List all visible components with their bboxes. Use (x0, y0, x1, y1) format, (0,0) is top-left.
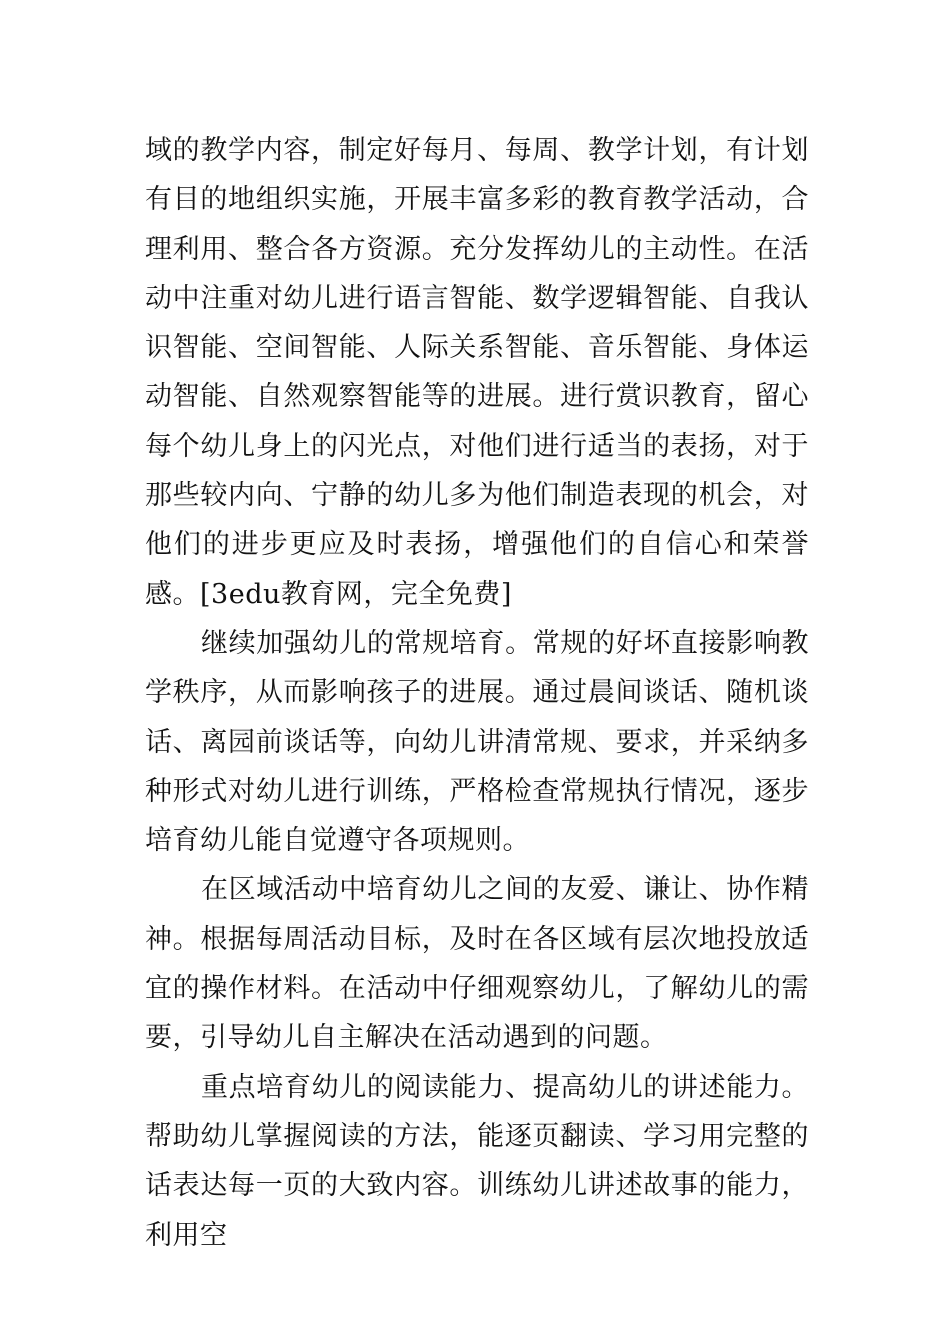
paragraph-3: 在区域活动中培育幼儿之间的友爱、谦让、协作精神。根据每周活动目标，及时在各区域有层次地投放适宜的操作材料。在活动中仔细观察幼儿，了解幼儿的需要，引导幼儿自主解决在活动遇到的问题。 (145, 874, 809, 1054)
paragraph-4: 重点培育幼儿的阅读能力、提高幼儿的讲述能力。帮助幼儿掌握阅读的方法，能逐页翻读、学习用完整的话表达每一页的大致内容。训练幼儿讲述故事的能力，利用空 (145, 1071, 809, 1251)
paragraph-2: 继续加强幼儿的常规培育。常规的好坏直接影响教学秩序，从而影响孩子的进展。通过晨间谈话、随机谈话、离园前谈话等，向幼儿讲清常规、要求，并采纳多种形式对幼儿进行训练，严格检查常规执行情况，逐步培育幼儿能自觉遵守各项规则。 (145, 627, 809, 857)
paragraph-1: 域的教学内容，制定好每月、每周、教学计划，有计划有目的地组织实施，开展丰富多彩的教育教学活动，合理利用、整合各方资源。充分发挥幼儿的主动性。在活动中注重对幼儿进行语言智能、数学逻辑智能、自我认识智能、空间智能、人际关系智能、音乐智能、身体运动智能、自然观察智能等的进展。进行赏识教育，留心每个幼儿身上的闪光点，对他们进行适当的表扬，对于那些较内向、宁静的幼儿多为他们制造表现的机会，对他们的进步更应及时表扬，增强他们的自信心和荣誉感。[3edu教育网，完全免费] (145, 135, 809, 610)
document-body (145, 126, 809, 1260)
